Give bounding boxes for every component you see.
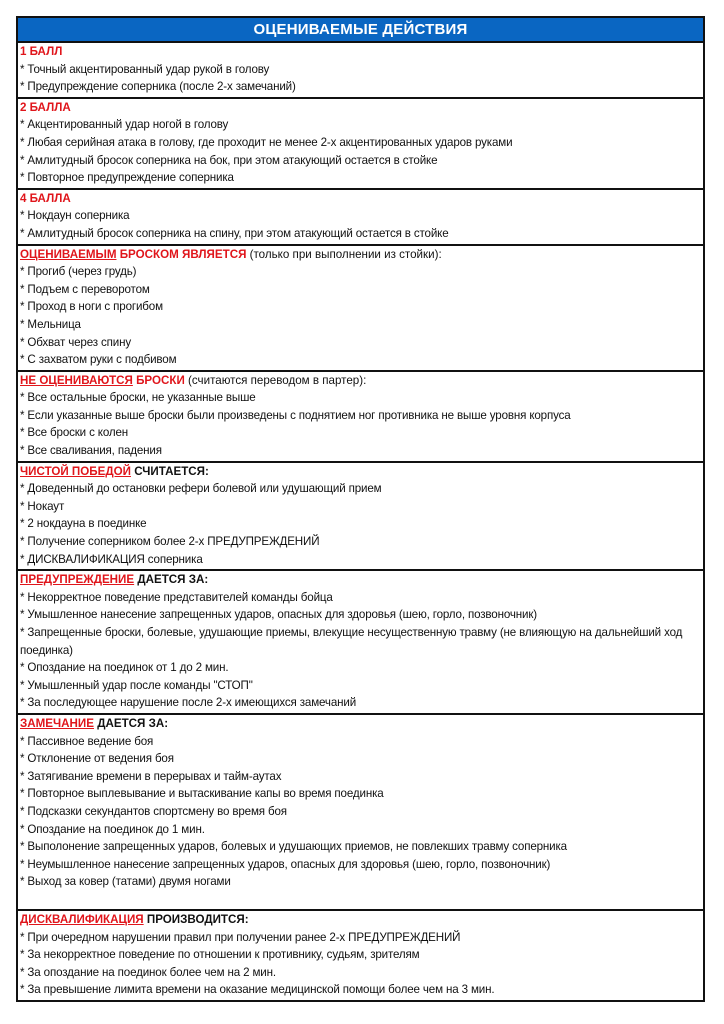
list-item: * Обхват через спину (20, 335, 131, 349)
list-item: * Мельница (20, 317, 81, 331)
section-4-points (18, 190, 703, 246)
section-clean-victory (18, 463, 703, 572)
heading-label: 2 БАЛЛА (20, 100, 71, 114)
list-item: * За некорректное поведение по отношении к противнику, судьям, зрителям (20, 948, 420, 962)
list-item: * ДИСКВАЛИФИКАЦИЯ соперника (20, 552, 203, 566)
list-item: * Все броски с колен (20, 426, 129, 440)
list-item: * При очередном нарушении правил при получении ранее 2-х ПРЕДУПРЕЖДЕНИЙ (20, 930, 461, 944)
list-item: * Если указанные выше броски были произведены с поднятием ног противника не выше уровня корпуса (20, 408, 571, 422)
list-item: * Все остальные броски, не указанные выше (20, 391, 256, 405)
page-title: ОЦЕНИВАЕМЫЕ ДЕЙСТВИЯ (18, 18, 703, 43)
list-item: * Неумышленное нанесение запрещенных ударов, опасных для здоровья (шею, горло, позвоночник) (20, 857, 551, 871)
section-2-points (18, 99, 703, 190)
rules-table (16, 16, 705, 1002)
list-item: * Выход за ковер (татами) двумя ногами (20, 875, 231, 889)
heading-keyword: ЗАМЕЧАНИЕ (20, 716, 94, 730)
section-heading (20, 911, 701, 929)
heading-label: БРОСКОМ ЯВЛЯЕТСЯ (116, 247, 247, 261)
list-item: * Запрещенные броски, болевые, удушающие приемы, влекущие несущественную травму (не влияющую на дальнейший ход поединка) (20, 626, 683, 657)
heading-keyword: ОЦЕНИВАЕМЫМ (20, 247, 117, 261)
heading-label: 4 БАЛЛА (20, 191, 71, 205)
list-item: * Любая серийная атака в голову, где проходит не менее 2-х акцентированных ударов руками (20, 135, 513, 149)
section-scored-throws (18, 246, 703, 372)
list-item: * Выполонение запрещенных ударов, болевых и удушающих приемов, не повлекших травму соперника (20, 840, 567, 854)
section-heading (20, 99, 701, 117)
heading-label: 1 БАЛЛ (20, 45, 63, 58)
list-item: * Пассивное ведение боя (20, 734, 154, 748)
section-heading (20, 463, 701, 481)
list-item: * Акцентированный удар ногой в голову (20, 118, 229, 132)
list-item: * Проход в ноги с прогибом (20, 300, 163, 314)
list-item: * Подъем с переворотом (20, 282, 150, 296)
list-item: * С захватом руки с подбивом (20, 353, 177, 367)
heading-keyword: НЕ ОЦЕНИВАЮТСЯ (20, 373, 133, 387)
blank-row (20, 891, 701, 908)
heading-label: ДАЕТСЯ ЗА: (134, 573, 209, 587)
list-item: * Амлитудный бросок соперника на спину, при этом атакующий остается в стойке (20, 226, 449, 240)
list-item: * За последующее нарушение после 2-х имеющихся замечаний (20, 696, 357, 710)
heading-label: ДАЕТСЯ ЗА: (93, 716, 169, 730)
section-disqualification (18, 911, 703, 1000)
section-heading (20, 571, 701, 589)
heading-note: (считаются переводом в партер): (184, 373, 367, 387)
section-heading (20, 372, 701, 390)
list-item: * Точный акцентированный удар рукой в голову (20, 62, 270, 76)
heading-label: БРОСКИ (132, 373, 185, 387)
list-item: * Повторное предупреждение соперника (20, 171, 234, 185)
section-heading (20, 190, 701, 208)
heading-label: ПРОИЗВОДИТСЯ: (143, 912, 249, 926)
list-item: * Прогиб (через грудь) (20, 265, 137, 279)
list-item: * Повторное выплевывание и вытаскивание капы во время поединка (20, 787, 384, 801)
list-item: * Умышленный удар после команды "СТОП" (20, 678, 253, 692)
list-item: * Предупреждение соперника (после 2-х замечаний) (20, 80, 296, 94)
list-item: * Доведенный до остановки рефери болевой или удушающий прием (20, 482, 382, 496)
list-item: * Некорректное поведение представителей команды бойца (20, 590, 333, 604)
list-item: * Опоздание на поединок до 1 мин. (20, 822, 205, 836)
list-item: * Опоздание на поединок от 1 до 2 мин. (20, 661, 229, 675)
list-item: * Отклонение от ведения боя (20, 752, 174, 766)
heading-keyword: ЧИСТОЙ ПОБЕДОЙ (20, 464, 131, 478)
list-item: * За опоздание на поединок более чем на 2 мин. (20, 965, 276, 979)
list-item: * Нокаут (20, 499, 65, 513)
section-heading (20, 246, 701, 264)
heading-keyword: ПРЕДУПРЕЖДЕНИЕ (20, 573, 135, 587)
section-1-point (18, 43, 703, 99)
list-item: * Нокдаун соперника (20, 209, 130, 223)
list-item: * 2 нокдауна в поединке (20, 517, 147, 531)
list-item: * Все сваливания, падения (20, 444, 162, 458)
section-warning (18, 571, 703, 715)
section-remark (18, 715, 703, 911)
heading-note: (только при выполнении из стойки): (246, 247, 442, 261)
section-heading (20, 43, 701, 61)
heading-label: СЧИТАЕТСЯ: (130, 464, 209, 478)
list-item: * Подсказки секундантов спортсмену во время боя (20, 804, 287, 818)
heading-keyword: ДИСКВАЛИФИКАЦИЯ (20, 912, 144, 926)
list-item: * Амлитудный бросок соперника на бок, при этом атакующий остается в стойке (20, 153, 438, 167)
list-item: * Умышленное нанесение запрещенных ударов, опасных для здоровья (шею, горло, позвоночник) (20, 608, 537, 622)
list-item: * Затягивание времени в перерывах и тайм-аутах (20, 769, 282, 783)
section-heading (20, 715, 701, 733)
section-unscored-throws (18, 372, 703, 463)
list-item: * За превышение лимита времени на оказание медицинской помощи более чем на 3 мин. (20, 983, 495, 997)
list-item: * Получение соперником более 2-х ПРЕДУПРЕЖДЕНИЙ (20, 535, 320, 549)
